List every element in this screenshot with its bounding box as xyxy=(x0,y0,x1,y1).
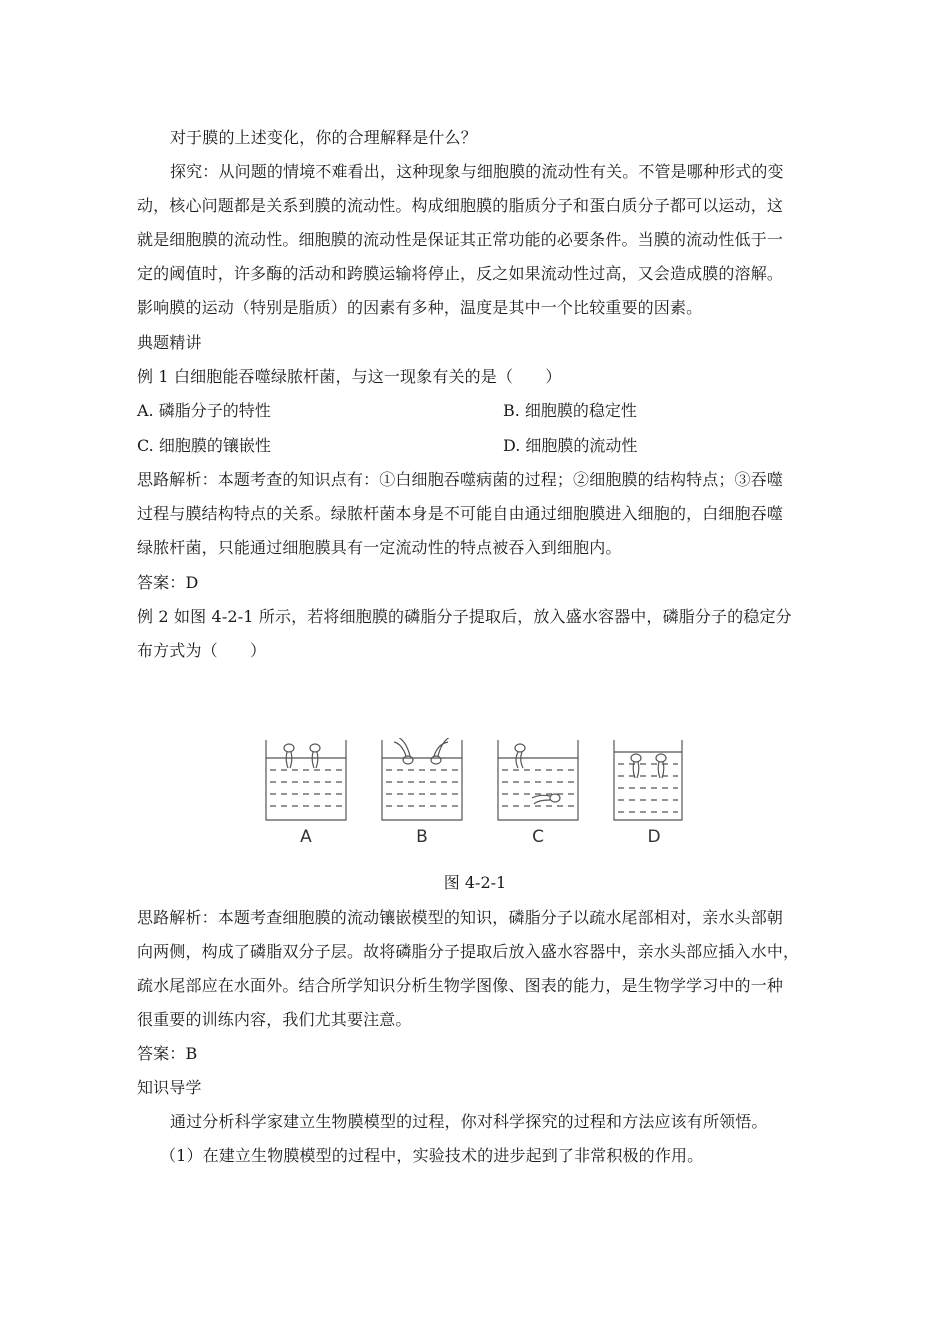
example-2-answer: 答案：B xyxy=(137,1044,198,1063)
guide-line-2: （1）在建立生物膜模型的过程中，实验技术的进步起到了非常积极的作用。 xyxy=(160,1146,704,1165)
example-1-answer: 答案：D xyxy=(137,573,199,592)
example-2-question-line-2: 布方式为（ ） xyxy=(137,641,267,660)
example-1-analysis-line-2: 过程与膜结构特点的关系。绿脓杆菌本身是不可能自由通过细胞膜进入细胞的，白细胞吞噬 xyxy=(137,504,784,523)
figure-label-d: D xyxy=(647,827,661,847)
explore-line-4: 定的阈值时，许多酶的活动和跨膜运输将停止，反之如果流动性过高，又会造成膜的溶解。 xyxy=(137,264,784,283)
example-2-analysis-line-1: 思路解析：本题考查细胞膜的流动镶嵌模型的知识，磷脂分子以疏水尾部相对，亲水头部朝 xyxy=(137,908,784,927)
section-heading-guide: 知识导学 xyxy=(137,1078,202,1097)
container-b xyxy=(382,738,462,820)
example-2-analysis-line-3: 疏水尾部应在水面外。结合所学知识分析生物学图像、图表的能力，是生物学学习中的一种 xyxy=(137,976,784,995)
explore-line-5: 影响膜的运动（特别是脂质）的因素有多种，温度是其中一个比较重要的因素。 xyxy=(137,298,703,317)
figure-label-c: C xyxy=(532,827,544,847)
example-2-analysis-line-4: 很重要的训练内容，我们尤其要注意。 xyxy=(137,1010,412,1029)
container-c xyxy=(498,740,578,820)
example-1-option-a: A. 磷脂分子的特性 xyxy=(137,401,271,420)
question-intro: 对于膜的上述变化，你的合理解释是什么？ xyxy=(170,128,477,147)
phospholipid-figure xyxy=(262,738,687,850)
container-a xyxy=(266,740,346,820)
explore-line-1: 探究：从问题的情境不难看出，这种现象与细胞膜的流动性有关。不管是哪种形式的变 xyxy=(170,162,784,181)
example-2-analysis-line-2: 向两侧，构成了磷脂双分子层。故将磷脂分子提取后放入盛水容器中，亲水头部应插入水中， xyxy=(137,942,800,961)
example-1-analysis-line-1: 思路解析：本题考查的知识点有：①白细胞吞噬病菌的过程；②细胞膜的结构特点；③吞噬 xyxy=(137,470,784,489)
figure-label-a: A xyxy=(300,827,312,847)
section-heading-examples: 典题精讲 xyxy=(137,333,202,352)
guide-line-1: 通过分析科学家建立生物膜模型的过程，你对科学探究的过程和方法应该有所领悟。 xyxy=(170,1112,768,1131)
example-1-option-d: D. 细胞膜的流动性 xyxy=(503,436,638,455)
example-1-question: 例 1 白细胞能吞噬绿脓杆菌，与这一现象有关的是（ ） xyxy=(137,367,562,386)
example-1-option-b: B. 细胞膜的稳定性 xyxy=(503,401,637,420)
explore-line-2: 动，核心问题都是关系到膜的流动性。构成细胞膜的脂质分子和蛋白质分子都可以运动，这 xyxy=(137,196,784,215)
figure-caption: 图 4-2-1 xyxy=(443,873,507,892)
example-1-analysis-line-3: 绿脓杆菌，只能通过细胞膜具有一定流动性的特点被吞入到细胞内。 xyxy=(137,538,622,557)
example-1-option-c: C. 细胞膜的镶嵌性 xyxy=(137,436,271,455)
explore-line-3: 就是细胞膜的流动性。细胞膜的流动性是保证其正常功能的必要条件。当膜的流动性低于一 xyxy=(137,230,784,249)
example-2-question-line-1: 例 2 如图 4-2-1 所示，若将细胞膜的磷脂分子提取后，放入盛水容器中，磷脂分子的稳定分 xyxy=(137,607,792,626)
container-d xyxy=(614,740,682,820)
figure-label-b: B xyxy=(416,827,428,847)
